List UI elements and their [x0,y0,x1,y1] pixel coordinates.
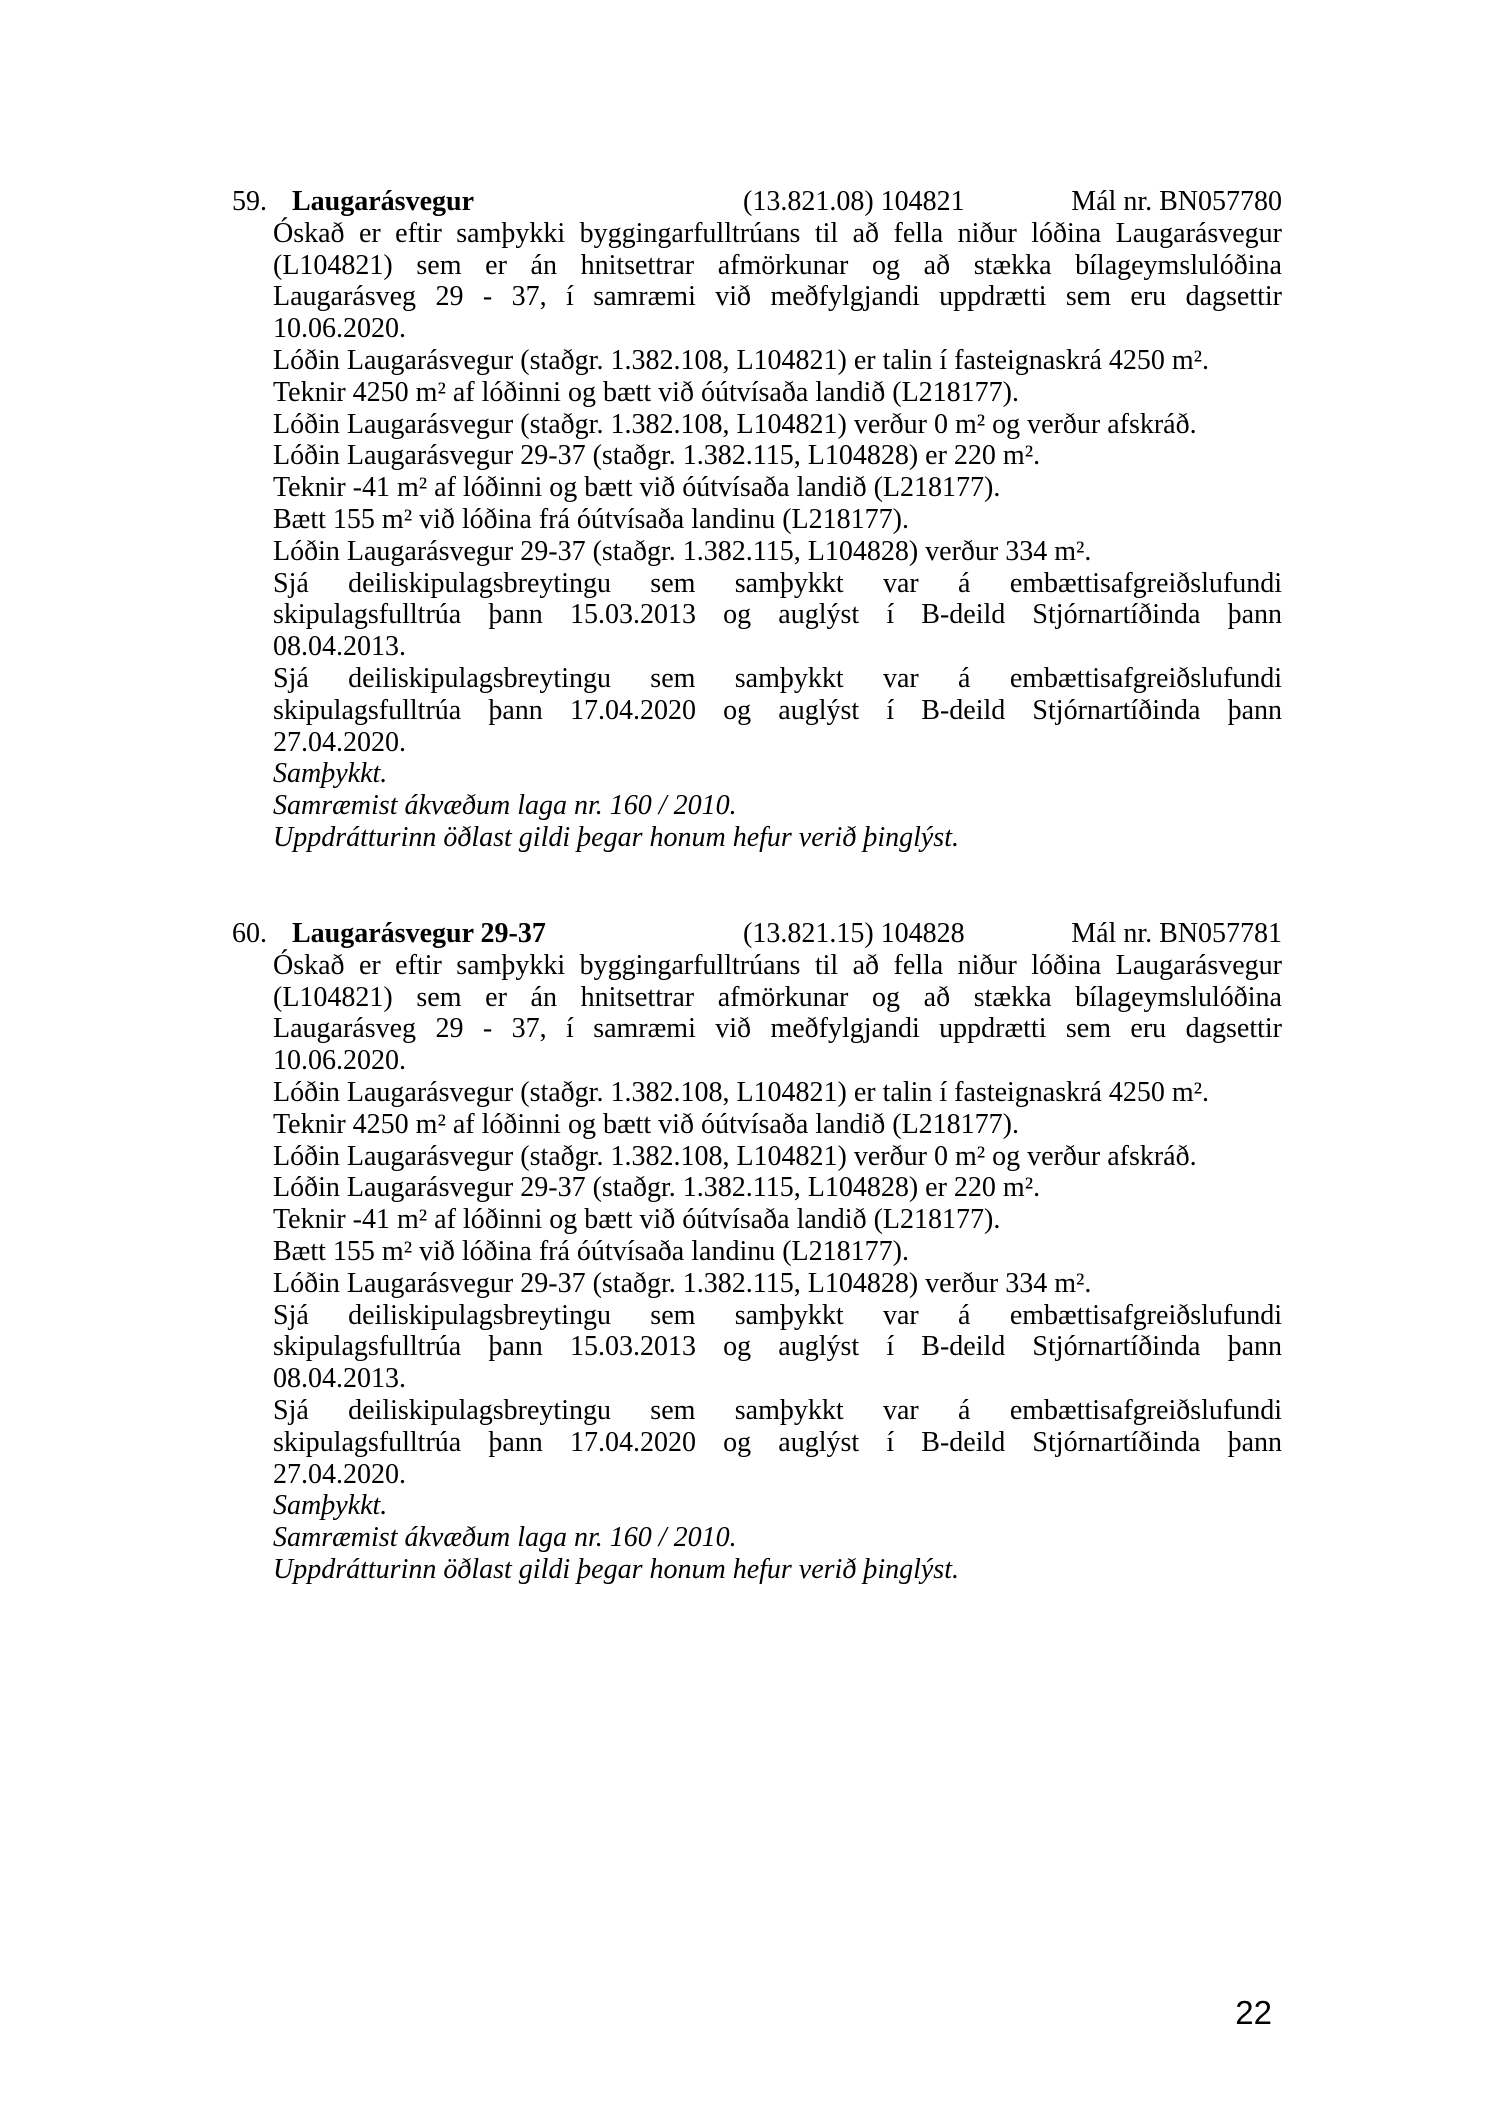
body-line: Lóðin Laugarásvegur 29-37 (staðgr. 1.382.115, L104828) verður 334 m². [273,535,1092,567]
body-line: Teknir 4250 m² af lóðinni og bætt við óútvísaða landið (L218177). [273,376,1020,408]
item-header [232,918,1282,950]
body-line: Óskað er eftir samþykki byggingarfulltrúans til að fella niður lóðina Laugarásvegur [273,217,1282,249]
agenda-item [232,918,1282,1586]
page-number: 22 [1235,1994,1272,2031]
item-title: Laugarásvegur [292,186,474,217]
body-line: 27.04.2020. [273,726,406,758]
body-line: skipulagsfulltrúa þann 15.03.2013 og auglýst í B-deild Stjórnartíðinda þann [273,599,1282,631]
body-line: Teknir 4250 m² af lóðinni og bætt við óútvísaða landið (L218177). [273,1108,1020,1140]
body-line: Bætt 155 m² við lóðina frá óútvísaða landinu (L218177). [273,1235,909,1267]
item-case-number: Mál nr. BN057781 [1071,918,1282,949]
body-line: Samræmist ákvæðum laga nr. 160 / 2010. [273,1522,737,1554]
body-line: 27.04.2020. [273,1458,406,1490]
body-line: Laugarásveg 29 - 37, í samræmi við meðfylgjandi uppdrætti sem eru dagsettir [273,281,1282,313]
body-line: Lóðin Laugarásvegur 29-37 (staðgr. 1.382.115, L104828) er 220 m². [273,440,1041,472]
item-reference: (13.821.08) 104821 [743,186,965,217]
body-line: skipulagsfulltrúa þann 17.04.2020 og auglýst í B-deild Stjórnartíðinda þann [273,1426,1282,1458]
body-line: (L104821) sem er án hnitsettrar afmörkunar og að stækka bílageymslulóðina [273,981,1282,1013]
body-line: 10.06.2020. [273,313,406,345]
body-line: skipulagsfulltrúa þann 15.03.2013 og auglýst í B-deild Stjórnartíðinda þann [273,1331,1282,1363]
body-line: Sjá deiliskipulagsbreytingu sem samþykkt var á embættisafgreiðslufundi [273,1299,1282,1331]
body-line: Lóðin Laugarásvegur (staðgr. 1.382.108, L104821) er talin í fasteignaskrá 4250 m². [273,344,1210,376]
body-line: Lóðin Laugarásvegur (staðgr. 1.382.108, L104821) er talin í fasteignaskrá 4250 m². [273,1076,1210,1108]
item-body [273,950,1282,1586]
body-line: Sjá deiliskipulagsbreytingu sem samþykkt var á embættisafgreiðslufundi [273,1394,1282,1426]
body-line: Sjá deiliskipulagsbreytingu sem samþykkt var á embættisafgreiðslufundi [273,662,1282,694]
body-line: Bætt 155 m² við lóðina frá óútvísaða landinu (L218177). [273,503,909,535]
item-body [273,218,1282,854]
body-line: Laugarásveg 29 - 37, í samræmi við meðfylgjandi uppdrætti sem eru dagsettir [273,1013,1282,1045]
item-header [232,186,1282,218]
body-line: Lóðin Laugarásvegur (staðgr. 1.382.108, L104821) verður 0 m² og verður afskráð. [273,408,1197,440]
body-line: 10.06.2020. [273,1045,406,1077]
body-line: Lóðin Laugarásvegur 29-37 (staðgr. 1.382.115, L104828) verður 334 m². [273,1267,1092,1299]
body-line: Óskað er eftir samþykki byggingarfulltrúans til að fella niður lóðina Laugarásvegur [273,949,1282,981]
body-line: 08.04.2013. [273,631,406,663]
body-line: Lóðin Laugarásvegur (staðgr. 1.382.108, L104821) verður 0 m² og verður afskráð. [273,1140,1197,1172]
body-line: (L104821) sem er án hnitsettrar afmörkunar og að stækka bílageymslulóðina [273,249,1282,281]
body-line: Samþykkt. [273,758,388,790]
body-line: Samræmist ákvæðum laga nr. 160 / 2010. [273,790,737,822]
body-line: 08.04.2013. [273,1363,406,1395]
body-line: Lóðin Laugarásvegur 29-37 (staðgr. 1.382.115, L104828) er 220 m². [273,1172,1041,1204]
body-line: Uppdrátturinn öðlast gildi þegar honum hefur verið þinglýst. [273,1553,959,1585]
item-number: 60. [232,918,267,949]
body-line: Uppdrátturinn öðlast gildi þegar honum hefur verið þinglýst. [273,821,959,853]
item-reference: (13.821.15) 104828 [743,918,965,949]
body-line: Samþykkt. [273,1490,388,1522]
item-title: Laugarásvegur 29-37 [292,918,546,949]
agenda-item [232,186,1282,854]
item-number: 59. [232,186,267,217]
body-line: Teknir -41 m² af lóðinni og bætt við óútvísaða landið (L218177). [273,1204,1001,1236]
body-line: Teknir -41 m² af lóðinni og bætt við óútvísaða landið (L218177). [273,472,1001,504]
item-case-number: Mál nr. BN057780 [1071,186,1282,217]
body-line: skipulagsfulltrúa þann 17.04.2020 og auglýst í B-deild Stjórnartíðinda þann [273,694,1282,726]
body-line: Sjá deiliskipulagsbreytingu sem samþykkt var á embættisafgreiðslufundi [273,567,1282,599]
